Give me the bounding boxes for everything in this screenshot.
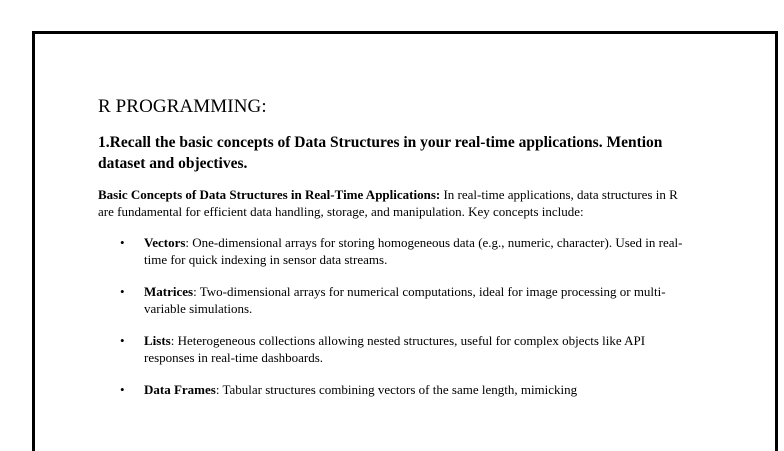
bullet-icon: • [120, 235, 125, 250]
list-item [98, 234, 683, 268]
list-item-desc: : Two-dimensional arrays for numerical computations, ideal for image processing or multi-variable simulations. [144, 284, 666, 316]
list-item [98, 332, 683, 366]
document-content [98, 96, 683, 413]
bullet-icon: • [120, 284, 125, 299]
section-heading: R PROGRAMMING: [98, 96, 267, 117]
list-item-desc: : Heterogeneous collections allowing nested structures, useful for complex objects like API responses in real-time dashboards. [144, 333, 646, 365]
document-page [32, 31, 778, 451]
intro-paragraph [98, 186, 683, 220]
list-item-term: Data Frames [144, 382, 216, 397]
intro-text: In real-time applications, data structures in R are fundamental for efficient data handling, storage, and manipulation. Key concepts include: [98, 187, 678, 219]
list-item-term: Lists [144, 333, 171, 348]
bullet-icon: • [120, 382, 125, 397]
list-item-desc: : Tabular structures combining vectors of the same length, mimicking [215, 382, 578, 397]
list-item [98, 283, 683, 317]
list-item [98, 381, 683, 398]
question-heading: 1.Recall the basic concepts of Data Structures in your real-time applications. Mention dataset and objectives. [98, 134, 663, 172]
concepts-list [98, 234, 683, 398]
list-item-term: Matrices [144, 284, 194, 299]
bullet-icon: • [120, 333, 125, 348]
list-item-term: Vectors [144, 235, 186, 250]
list-item-desc: : One-dimensional arrays for storing homogeneous data (e.g., numeric, character). Used in real-time for quick indexing in sensor data streams. [144, 235, 683, 267]
intro-bold-lead: Basic Concepts of Data Structures in Real-Time Applications: [98, 187, 441, 202]
